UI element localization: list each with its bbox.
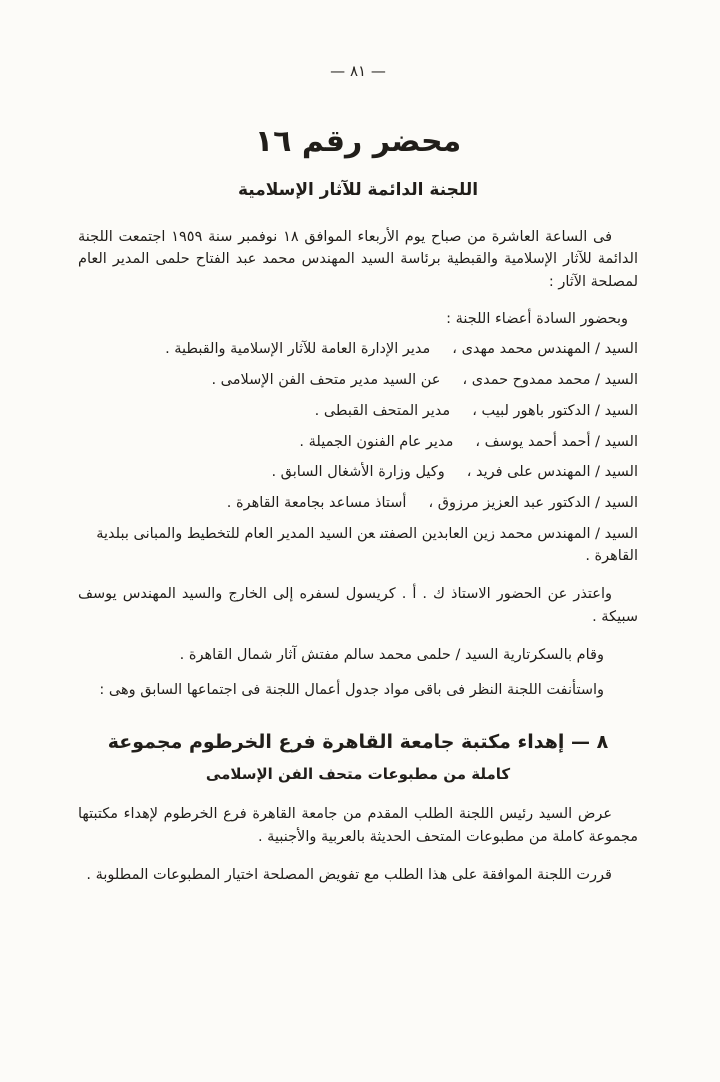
section-body-paragraph: عرض السيد رئيس اللجنة الطلب المقدم من جامعة القاهرة فرع الخرطوم لإهداء مكتبتها مجموعة كاملة من مطبوعات المتحف الحديثة بالعربية والأجنبية . — [78, 806, 638, 845]
attendee-name: السيد / المهندس على فريد ، — [466, 464, 638, 481]
secretary-line: وقام بالسكرتارية السيد / حلمى محمد سالم مفتش آثار شمال القاهرة . — [179, 647, 604, 664]
attendee-role: عن السيد المدير العام للتخطيط والمبانى ببلدية القاهرة . — [96, 525, 638, 564]
attendee-name: السيد / أحمد أحمد يوسف ، — [475, 433, 638, 450]
attendee-name: السيد / الدكتور عبد العزيز مرزوق ، — [428, 495, 638, 512]
intro-paragraph: فى الساعة العاشرة من صباح يوم الأربعاء الموافق ١٨ نوفمبر سنة ١٩٥٩ اجتمعت اللجنة الدائمة للآثار الإسلامية والقبطية برئاسة السيد المهندس محمد عبد الفتاح حلمى المدير العام لمصلحة الآثار : — [78, 229, 638, 290]
attendee-row — [78, 462, 638, 484]
attendee-row — [78, 370, 638, 392]
attendee-role: مدير المتحف القبطى . — [314, 402, 451, 419]
attendee-name: السيد / المهندس محمد زين العابدين الصفتى — [380, 525, 638, 542]
attendee-role: وكيل وزارة الأشغال السابق . — [271, 464, 445, 481]
attendee-role: عن السيد مدير متحف الفن الإسلامى . — [211, 372, 441, 389]
attendee-name: السيد / الدكتور باهور لبيب ، — [472, 402, 638, 419]
attendee-name: السيد / المهندس محمد مهدى ، — [452, 341, 638, 358]
attendee-row — [78, 339, 638, 361]
section-heading-line2: كاملة من مطبوعات متحف الفن الإسلامى — [205, 765, 511, 784]
attendee-role: مدير الإدارة العامة للآثار الإسلامية والقبطية . — [165, 341, 431, 358]
attendee-row — [78, 493, 638, 515]
document-subtitle: اللجنة الدائمة للآثار الإسلامية — [237, 180, 479, 200]
attendee-row — [78, 401, 638, 423]
attendee-row — [78, 432, 638, 454]
page-number: — ٨١ — — [330, 62, 386, 80]
attendee-row — [78, 524, 638, 568]
attendee-role: مدير عام الفنون الجميلة . — [299, 433, 454, 450]
resume-line: واستأنفت اللجنة النظر فى باقى مواد جدول أعمال اللجنة فى اجتماعها السابق وهى : — [99, 681, 604, 698]
attendee-name: السيد / محمد ممدوح حمدى ، — [462, 372, 638, 389]
section-heading-line1: ٨ — إهداء مكتبة جامعة القاهرة فرع الخرطوم مجموعة — [107, 731, 609, 754]
document-title: محضر رقم ١٦ — [254, 124, 462, 159]
decision-paragraph: قررت اللجنة الموافقة على هذا الطلب مع تفويض المصلحة اختيار المطبوعات المطلوبة . — [86, 867, 612, 884]
attendee-role: أستاذ مساعد بجامعة القاهرة . — [226, 495, 407, 512]
attendee-list — [78, 339, 638, 567]
apology-paragraph: واعتذر عن الحضور الاستاذ ك . أ . كريسول لسفره إلى الخارج والسيد المهندس يوسف سبيكة . — [78, 586, 638, 625]
attendance-heading: وبحضور السادة أعضاء اللجنة : — [446, 311, 628, 328]
